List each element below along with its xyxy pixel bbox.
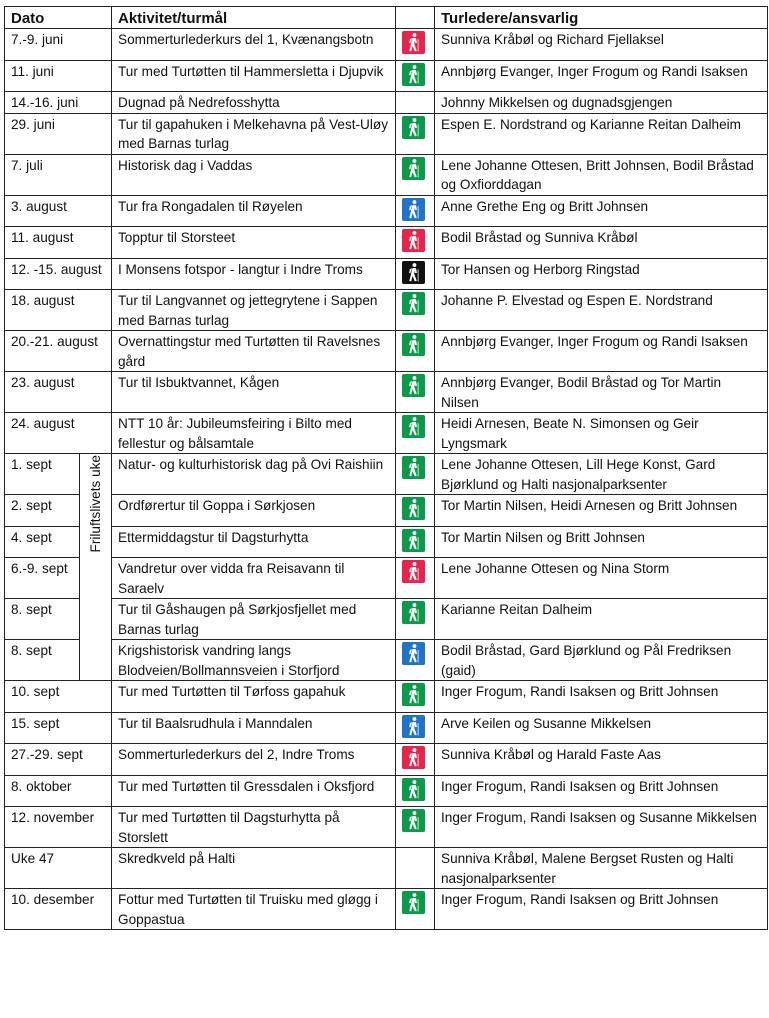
row-difficulty-cell [396,599,435,640]
row-date: 14.-16. juni [5,92,112,114]
hiker-red-icon [402,31,425,54]
row-leaders: Annbjørg Evanger, Bodil Bråstad og Tor Martin Nilsen [435,372,768,413]
table-row [5,495,768,527]
table-row [5,258,768,290]
table-row [5,558,768,599]
table-row [5,372,768,413]
row-activity: Ordførertur til Goppa i Sørkjosen [112,495,396,527]
table-row [5,154,768,195]
table-row [5,113,768,154]
row-date: 6.-9. sept [5,558,80,599]
row-date: 23. august [5,372,112,413]
table-row [5,454,768,495]
row-difficulty-cell [396,372,435,413]
row-date: 11. juni [5,60,112,92]
activity-schedule-table [4,6,768,930]
row-activity: Natur- og kulturhistorisk dag på Ovi Raishiin [112,454,396,495]
hiker-green-icon [402,778,425,801]
row-difficulty-cell [396,92,435,114]
week-label-text: Friluftslivets uke [88,455,103,553]
row-activity: Topptur til Storsteet [112,227,396,259]
row-leaders: Bodil Bråstad og Sunniva Kråbøl [435,227,768,259]
table-row [5,331,768,372]
row-activity: Tur til Langvannet og jettegrytene i Sappen med Barnas turlag [112,290,396,331]
hiker-blue-icon [402,198,425,221]
hiker-green-icon [402,891,425,914]
hiker-blue-icon [402,715,425,738]
row-activity: Tur til Baalsrudhula i Manndalen [112,712,396,744]
hiker-red-icon [402,560,425,583]
hiker-black-icon [402,261,425,284]
hiker-green-icon [402,456,425,479]
row-leaders: Anne Grethe Eng og Britt Johnsen [435,195,768,227]
hiker-green-icon [402,529,425,552]
table-row [5,712,768,744]
row-date: 27.-29. sept [5,744,112,776]
table-row [5,775,768,807]
row-leaders: Johnny Mikkelsen og dugnadsgjengen [435,92,768,114]
row-leaders: Sunniva Kråbøl og Richard Fjellaksel [435,29,768,61]
table-row [5,744,768,776]
row-leaders: Sunniva Kråbøl og Harald Faste Aas [435,744,768,776]
hiker-green-icon [402,116,425,139]
header-date: Dato [5,7,112,29]
row-leaders: Tor Martin Nilsen og Britt Johnsen [435,526,768,558]
row-difficulty-cell [396,848,435,889]
row-activity: Ettermiddagstur til Dagsturhytta [112,526,396,558]
row-leaders: Espen E. Nordstrand og Karianne Reitan Dalheim [435,113,768,154]
row-leaders: Tor Martin Nilsen, Heidi Arnesen og Britt Johnsen [435,495,768,527]
hiker-green-icon [402,333,425,356]
row-difficulty-cell [396,227,435,259]
row-activity: Tur med Turtøtten til Tørfoss gapahuk [112,681,396,713]
hiker-green-icon [402,374,425,397]
table-row [5,681,768,713]
row-date: 12. -15. august [5,258,112,290]
row-difficulty-cell [396,558,435,599]
row-date: 11. august [5,227,112,259]
row-leaders: Sunniva Kråbøl, Malene Bergset Rusten og Halti nasjonalparksenter [435,848,768,889]
table-row [5,526,768,558]
row-difficulty-cell [396,113,435,154]
row-leaders: Inger Frogum, Randi Isaksen og Britt Johnsen [435,681,768,713]
row-difficulty-cell [396,29,435,61]
row-leaders: Lene Johanne Ottesen, Britt Johnsen, Bodil Bråstad og Oxfiorddagan [435,154,768,195]
row-date: 24. august [5,413,112,454]
hiker-green-icon [402,809,425,832]
row-leaders: Karianne Reitan Dalheim [435,599,768,640]
row-leaders: Inger Frogum, Randi Isaksen og Britt Johnsen [435,775,768,807]
table-row [5,807,768,848]
row-activity: Sommerturlederkurs del 1, Kvænangsbotn [112,29,396,61]
row-difficulty-cell [396,640,435,681]
table-row [5,60,768,92]
row-difficulty-cell [396,258,435,290]
hiker-red-icon [402,746,425,769]
hiker-green-icon [402,157,425,180]
row-difficulty-cell [396,744,435,776]
row-difficulty-cell [396,60,435,92]
row-activity: Vandretur over vidda fra Reisavann til Saraelv [112,558,396,599]
row-leaders: Tor Hansen og Herborg Ringstad [435,258,768,290]
row-leaders: Johanne P. Elvestad og Espen E. Nordstrand [435,290,768,331]
table-row [5,413,768,454]
hiker-green-icon [402,601,425,624]
row-date: 15. sept [5,712,112,744]
header-activity: Aktivitet/turmål [112,7,396,29]
row-difficulty-cell [396,331,435,372]
row-date: 20.-21. august [5,331,112,372]
table-row [5,92,768,114]
row-activity: Tur fra Rongadalen til Røyelen [112,195,396,227]
row-date: 4. sept [5,526,80,558]
row-date: 2. sept [5,495,80,527]
row-difficulty-cell [396,807,435,848]
row-activity: Sommerturlederkurs del 2, Indre Troms [112,744,396,776]
row-difficulty-cell [396,526,435,558]
hiker-green-icon [402,292,425,315]
row-difficulty-cell [396,712,435,744]
table-body [5,29,768,930]
row-leaders: Inger Frogum, Randi Isaksen og Britt Johnsen [435,889,768,930]
row-difficulty-cell [396,154,435,195]
row-activity: Skredkveld på Halti [112,848,396,889]
hiker-green-icon [402,497,425,520]
row-date: 10. desember [5,889,112,930]
row-difficulty-cell [396,454,435,495]
row-date: 8. sept [5,640,80,681]
hiker-blue-icon [402,642,425,665]
row-activity: Tur til gapahuken i Melkehavna på Vest-Uløy med Barnas turlag [112,113,396,154]
row-difficulty-cell [396,195,435,227]
row-activity: Tur med Turtøtten til Hammersletta i Djupvik [112,60,396,92]
row-date: 29. juni [5,113,112,154]
row-date: 10. sept [5,681,112,713]
row-leaders: Arve Keilen og Susanne Mikkelsen [435,712,768,744]
table-row [5,227,768,259]
table-row [5,29,768,61]
row-date: 3. august [5,195,112,227]
row-activity: Historisk dag i Vaddas [112,154,396,195]
row-activity: Tur til Isbuktvannet, Kågen [112,372,396,413]
row-difficulty-cell [396,775,435,807]
row-leaders: Heidi Arnesen, Beate N. Simonsen og Geir Lyngsmark [435,413,768,454]
hiker-green-icon [402,683,425,706]
row-date: 18. august [5,290,112,331]
row-difficulty-cell [396,290,435,331]
row-activity: I Monsens fotspor - langtur i Indre Troms [112,258,396,290]
row-activity: Tur til Gåshaugen på Sørkjosfjellet med Barnas turlag [112,599,396,640]
friluftslivets-uke-label [80,454,112,681]
row-leaders: Annbjørg Evanger, Inger Frogum og Randi Isaksen [435,331,768,372]
row-activity: Tur med Turtøtten til Gressdalen i Oksfjord [112,775,396,807]
hiker-red-icon [402,229,425,252]
row-difficulty-cell [396,681,435,713]
row-leaders: Lene Johanne Ottesen og Nina Storm [435,558,768,599]
row-activity: Overnattingstur med Turtøtten til Ravelsnes gård [112,331,396,372]
hiker-green-icon [402,415,425,438]
row-activity: NTT 10 år: Jubileumsfeiring i Bilto med fellestur og bålsamtale [112,413,396,454]
table-row [5,848,768,889]
row-date: 8. sept [5,599,80,640]
row-difficulty-cell [396,495,435,527]
row-date: 1. sept [5,454,80,495]
row-date: 8. oktober [5,775,112,807]
table-header-row [5,7,768,29]
row-date: 7. juli [5,154,112,195]
row-leaders: Inger Frogum, Randi Isaksen og Susanne Mikkelsen [435,807,768,848]
row-difficulty-cell [396,889,435,930]
row-leaders: Annbjørg Evanger, Inger Frogum og Randi Isaksen [435,60,768,92]
row-activity: Tur med Turtøtten til Dagsturhytta på Storslett [112,807,396,848]
row-leaders: Lene Johanne Ottesen, Lill Hege Konst, Gard Bjørklund og Halti nasjonalparksenter [435,454,768,495]
row-activity: Krigshistorisk vandring langs Blodveien/Bollmannsveien i Storfjord [112,640,396,681]
header-leaders: Turledere/ansvarlig [435,7,768,29]
row-difficulty-cell [396,413,435,454]
row-activity: Dugnad på Nedrefosshytta [112,92,396,114]
table-row [5,599,768,640]
table-row [5,889,768,930]
table-row [5,640,768,681]
row-activity: Fottur med Turtøtten til Truisku med gløgg i Goppastua [112,889,396,930]
header-icon-column [396,7,435,29]
hiker-green-icon [402,63,425,86]
table-row [5,290,768,331]
row-leaders: Bodil Bråstad, Gard Bjørklund og Pål Fredriksen (gaid) [435,640,768,681]
row-date: 12. november [5,807,112,848]
table-row [5,195,768,227]
row-date: 7.-9. juni [5,29,112,61]
row-date: Uke 47 [5,848,112,889]
